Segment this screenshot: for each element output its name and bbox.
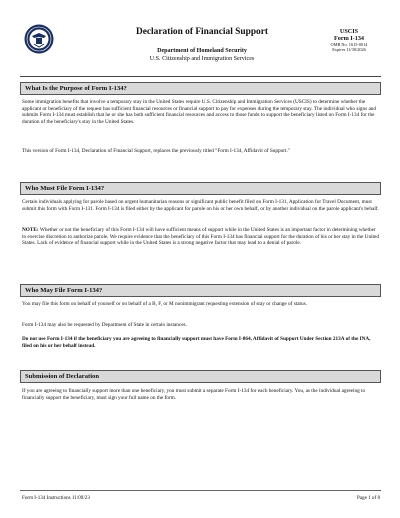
note-text: Whether or not the beneficiary of this Form I-134 will have sufficient means of support while in the United States is an important factor in determining whether to exercise discretion to authorize parole. We require evidence that the beneficiary of this Form I-134 has financial support for the duration of his or her stay in the United States. Lack of evidence of financial support while in the United States is a strong negative factor that may lead to a denial of parole. <box>22 227 379 247</box>
section-heading-purpose: What Is the Purpose of Form I-134? <box>20 82 381 95</box>
who-must-file-paragraph: Certain individuals applying for parole based on urgent humanitarian reasons or significant public benefit filed on Form I-131, Application for Travel Document, must submit this form with Form I-131. Form I-134 is filed either by the applicant for parole on his or her own behalf, or by another individual on the parole applicant's behalf. <box>22 199 379 212</box>
dhs-seal-icon <box>24 24 54 54</box>
who-may-file-paragraph-2: Form I-134 may also be requested by Department of State in certain instances. <box>22 322 187 328</box>
agency-name: U.S. Citizenship and Immigration Services <box>149 56 255 62</box>
form-number: Form I-134 <box>333 35 365 42</box>
submission-paragraph: If you are agreeing to financially support more than one beneficiary, you must submit a separate Form I-134 for each beneficiary. You, as the individual agreeing to financially support the beneficiary, must sign your full name on the form. <box>22 388 366 401</box>
purpose-paragraph-1: Some immigration benefits that involve a temporary stay in the United States require U.S. Citizenship and Immigration Services (USCIS) to determine whether the applicant or beneficiary of the request has sufficient financial resources or financial support to pay for expenses during the temporary stay. The individual who signs and submits Form I-134 must establish that he or she has both sufficient financial resources and access to those funds to support the beneficiary listed on Form I-134 for the duration of the beneficiary's stay in the United States. <box>22 99 377 125</box>
section-heading-who-may-file: Who May File Form I-134? <box>20 284 381 297</box>
who-must-file-note <box>22 227 380 247</box>
note-label: NOTE: <box>22 227 39 233</box>
department-name: Department of Homeland Security <box>157 48 247 54</box>
footer-page-number: Page 1 of 8 <box>356 495 380 501</box>
expiration-date: Expires 11/30/2026 <box>332 47 366 53</box>
form-title: Declaration of Financial Support <box>135 27 269 37</box>
who-may-file-paragraph-1: You may file this form on behalf of yourself or on behalf of a B, F, or M nonimmigrant requesting extension of stay or change of status. <box>22 301 307 307</box>
omb-number: OMB No. 1615-0014 <box>330 42 368 47</box>
section-heading-submission: Submission of Declaration <box>20 370 381 383</box>
footer-form-edition: Form I-134 Instructions 11/09/23 <box>22 495 90 501</box>
who-may-file-warning: Do not use Form I-134 if the beneficiary you are agreeing to financially support must have Form I-864, Affidavit of Support Under Section 213A of the INA, filed on his or her behalf instead. <box>22 336 371 349</box>
footer-divider <box>20 490 381 491</box>
form-identifier-block <box>318 28 380 52</box>
agency-abbreviation: USCIS <box>339 28 359 35</box>
header-divider <box>20 76 381 77</box>
section-heading-who-must-file: Who Must File Form I-134? <box>20 182 381 195</box>
purpose-paragraph-2: This version of Form I-134, Declaration of Financial Support, replaces the previously titled "Form I-134, Affidavit of Support." <box>22 148 290 154</box>
